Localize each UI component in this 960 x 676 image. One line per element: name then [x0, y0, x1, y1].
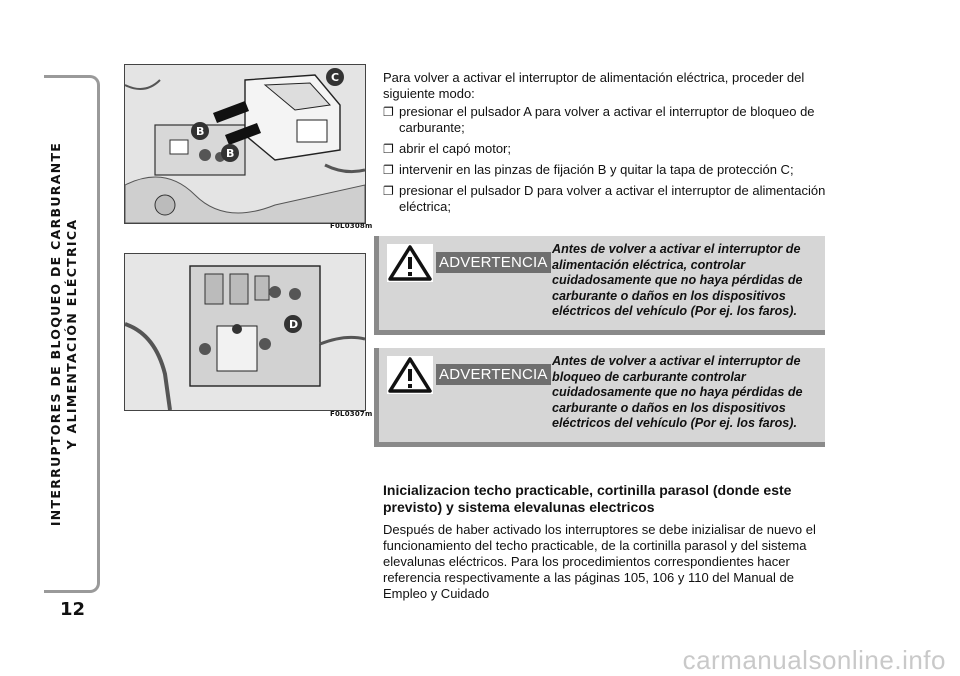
list-item	[383, 183, 828, 215]
warning-triangle-icon	[387, 356, 433, 394]
step-text: presionar el pulsador D para volver a activar el interruptor de alimentación eléctrica;	[399, 183, 826, 214]
step-text: abrir el capó motor;	[399, 141, 511, 156]
section-heading: Inicializacion techo practicable, cortinilla parasol (donde este previsto) y sistema elevalunas electricos	[383, 482, 792, 515]
checkbox-bullet-icon: ❐	[383, 184, 394, 198]
warning-label: ADVERTENCIA	[436, 364, 551, 385]
figure-label-c: C	[331, 71, 340, 84]
steps-list	[383, 104, 828, 220]
checkbox-bullet-icon: ❐	[383, 163, 394, 177]
list-item	[383, 104, 828, 136]
sidebar-title	[48, 94, 96, 574]
warning-triangle-icon	[387, 244, 433, 282]
figure-fuse-box-open	[124, 253, 366, 411]
page-number: 12	[60, 599, 86, 620]
figure-fuse-box-cover	[124, 64, 366, 224]
step-text: intervenir en las pinzas de fijación B y quitar la tapa de protección C;	[399, 162, 794, 177]
warning-label: ADVERTENCIA	[436, 252, 551, 273]
step-text: presionar el pulsador A para volver a activar el interruptor de bloqueo de carburante;	[399, 104, 815, 135]
engine-bay-illustration	[125, 65, 365, 223]
figure-caption: F0L0308m	[330, 222, 373, 230]
checkbox-bullet-icon: ❐	[383, 105, 394, 119]
sidebar-title-line1: INTERRUPTORES DE BLOQUEO DE CARBURANTE	[48, 141, 63, 527]
figure-caption: F0L0307m	[330, 410, 373, 418]
sidebar-title-line2: Y ALIMENTACIÓN ELÉCTRICA	[64, 218, 79, 450]
watermark: carmanualsonline.info	[682, 645, 946, 675]
figure-label-b1: B	[196, 125, 205, 138]
fuse-box-illustration	[125, 254, 365, 410]
checkbox-bullet-icon: ❐	[383, 142, 394, 156]
list-item	[383, 162, 828, 178]
warning-box	[374, 236, 825, 335]
warning-text: Antes de volver a activar el interruptor de alimentación eléctrica, controlar cuidadosamente que no haya pérdidas de carburante o daños en los dispositivos eléctricos del vehículo (Por ej. los faros).	[552, 242, 803, 318]
figure-label-b2: B	[226, 147, 235, 160]
list-item	[383, 141, 828, 157]
warning-box	[374, 348, 825, 447]
section-body: Después de haber activado los interruptores se debe inizialisar de nuevo el funcionamiento del techo practicable, de la cortinilla parasol y del sistema elevalunas eléctricos. Para los procedimientos correspondientes hacer referencia respectivamente a las páginas 105, 106 y 110 del Manual de Empleo y Cuidado	[383, 522, 816, 601]
figure-label-d: D	[289, 318, 299, 331]
warning-text: Antes de volver a activar el interruptor de bloqueo de carburante controlar cuidadosamente que no haya pérdidas de carburante o daños en los dispositivos eléctricos del vehículo (Por ej. los faros).	[552, 354, 803, 430]
intro-paragraph: Para volver a activar el interruptor de alimentación eléctrica, proceder del siguiente modo:	[383, 70, 805, 101]
